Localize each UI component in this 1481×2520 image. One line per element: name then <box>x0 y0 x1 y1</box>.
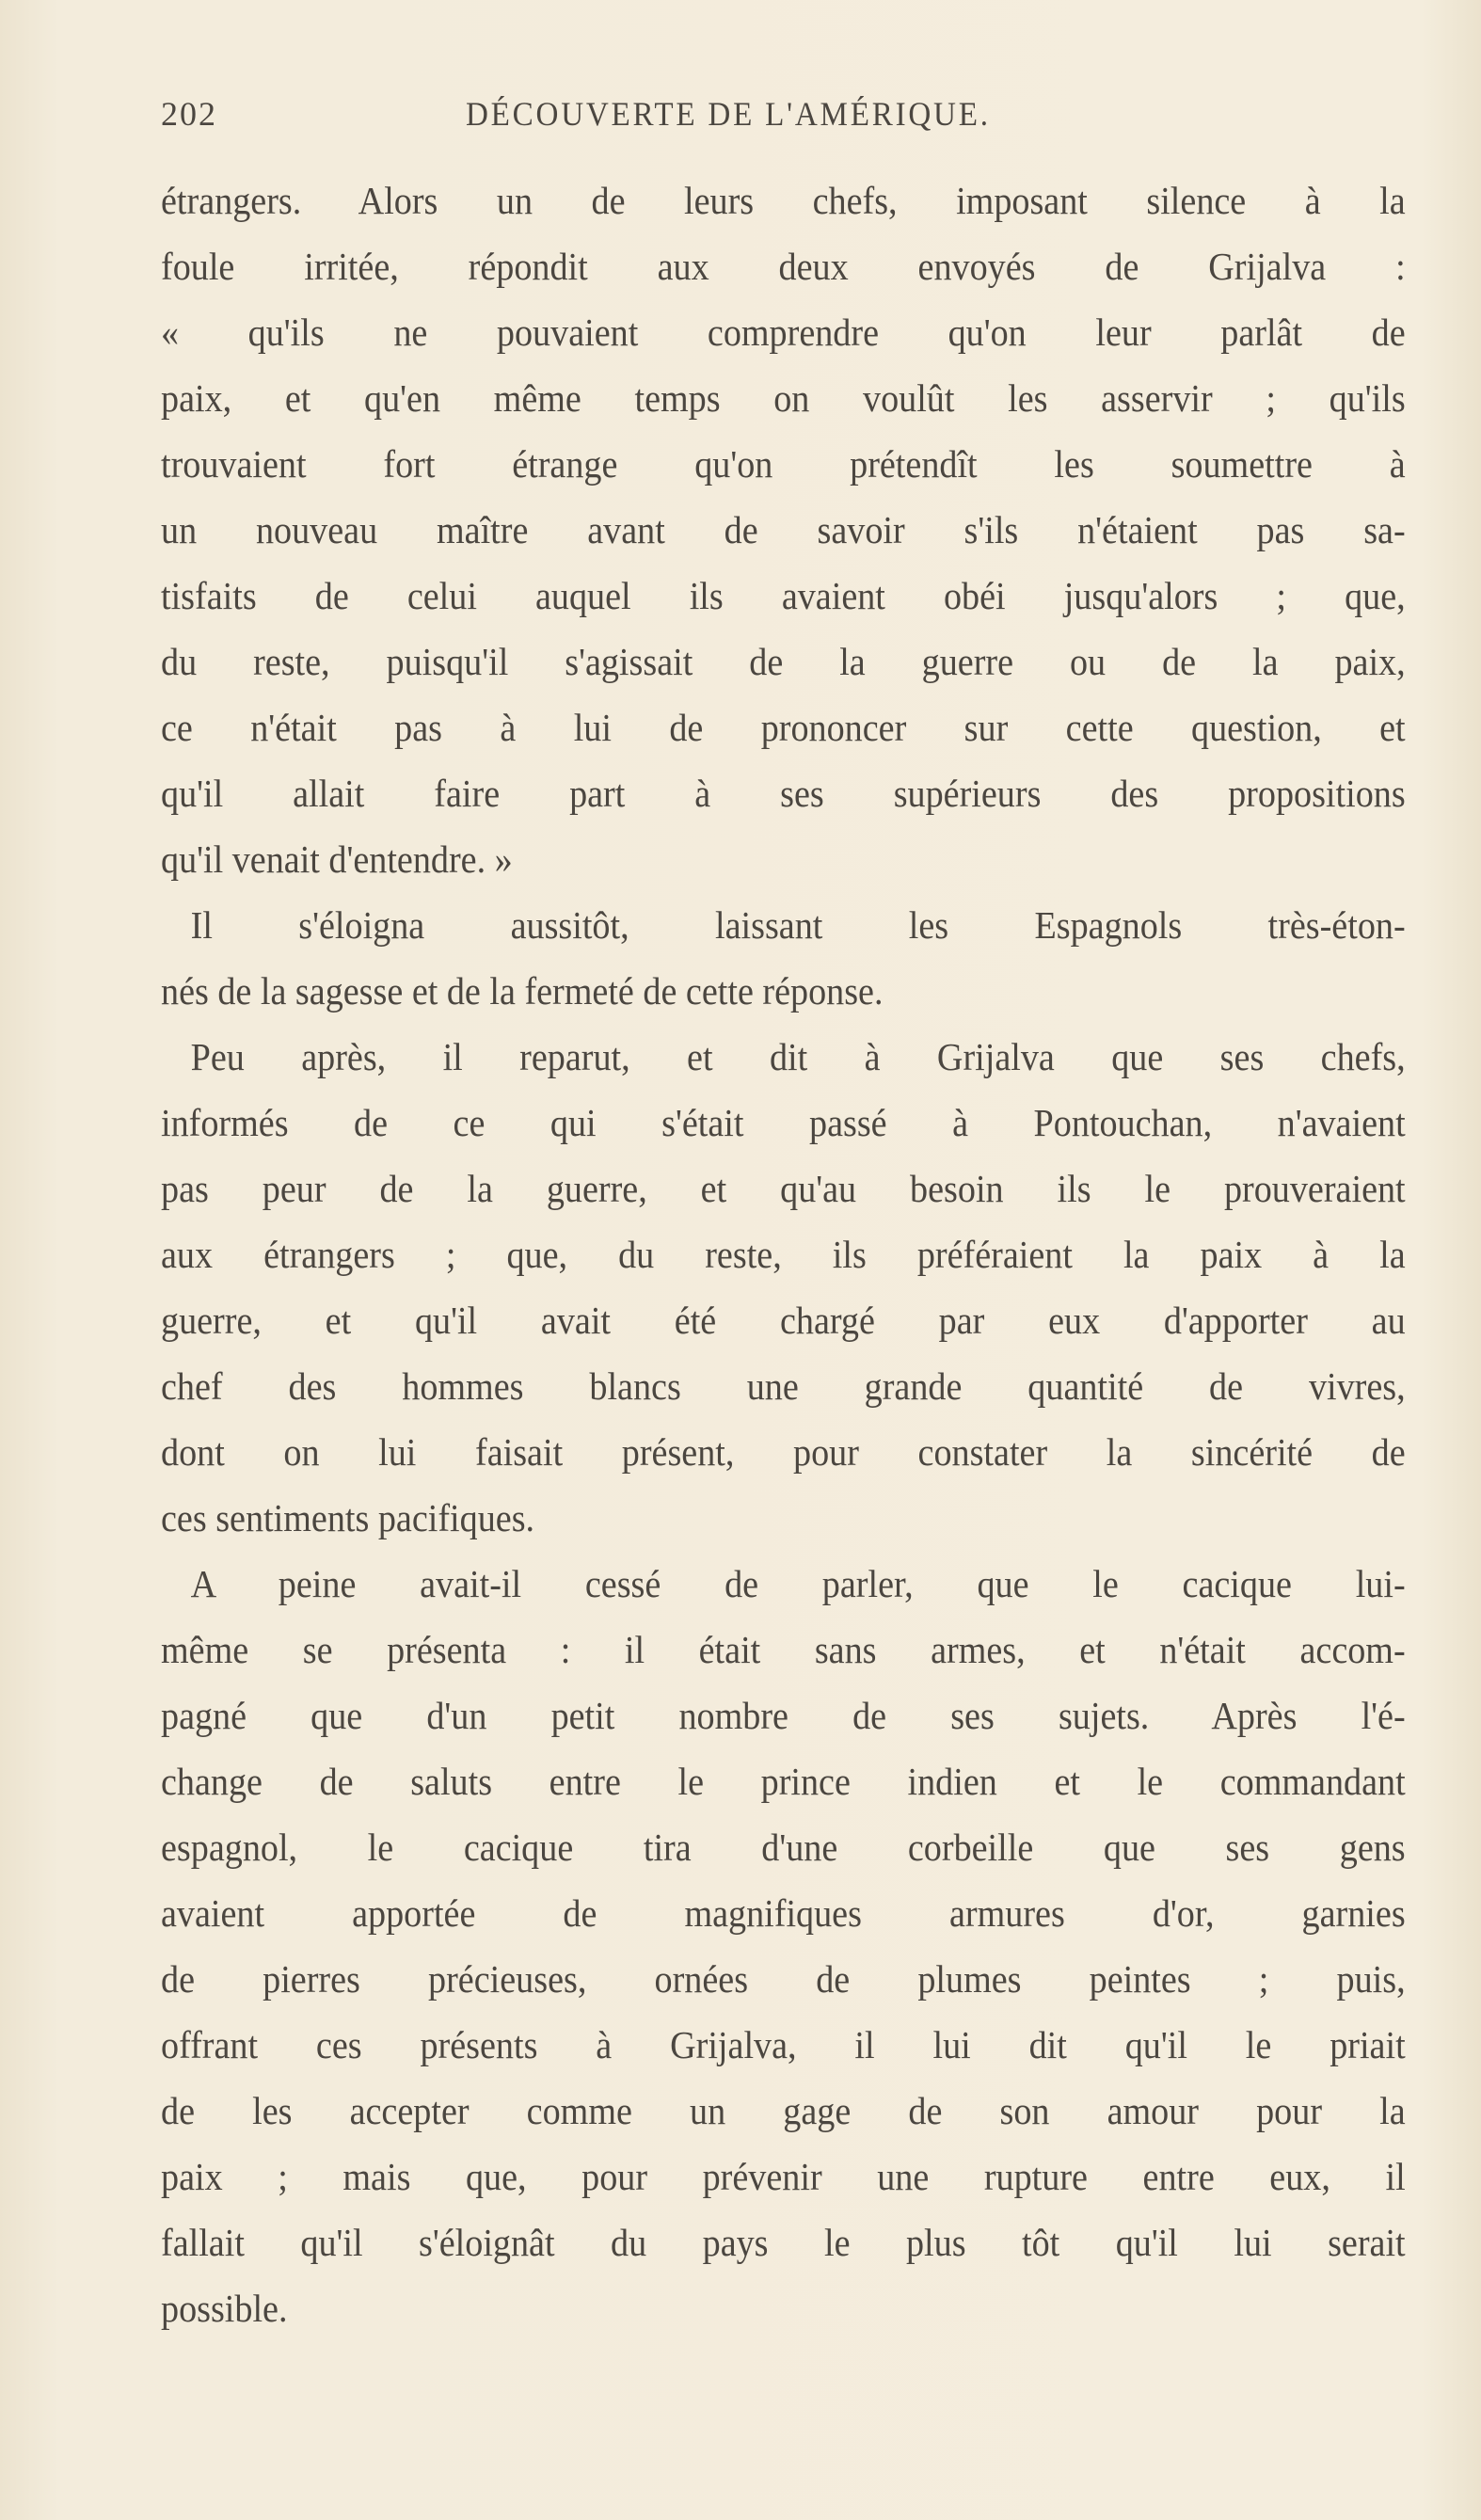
text-line: même se présenta : il était sans armes, et n'était accom- <box>161 1628 1406 1671</box>
text-line: trouvaient fort étrange qu'on prétendît les soumettre à <box>161 442 1406 486</box>
text-line: qu'il venait d'entendre. » <box>161 837 513 881</box>
text-line: chef des hommes blancs une grande quantité de vivres, <box>161 1364 1406 1408</box>
text-line: informés de ce qui s'était passé à Pontouchan, n'avaient <box>161 1101 1406 1144</box>
body-text <box>161 167 1406 2341</box>
text-line: pas peur de la guerre, et qu'au besoin ils le prouveraient <box>161 1167 1406 1210</box>
text-line: A peine avait-il cessé de parler, que le cacique lui- <box>190 1562 1406 1605</box>
text-line: dont on lui faisait présent, pour constater la sincérité de <box>161 1430 1406 1474</box>
text-line: ce n'était pas à lui de prononcer sur cette question, et <box>161 706 1406 749</box>
text-line: étrangers. Alors un de leurs chefs, imposant silence à la <box>161 179 1406 222</box>
text-line: pagné que d'un petit nombre de ses sujets. Après l'é- <box>161 1694 1406 1737</box>
text-line: foule irritée, répondit aux deux envoyés de Grijalva : <box>161 245 1406 288</box>
text-line: change de saluts entre le prince indien et le commandant <box>161 1760 1406 1803</box>
text-line: paix ; mais que, pour prévenir une rupture entre eux, il <box>161 2155 1406 2198</box>
running-title: DÉCOUVERTE DE L'AMÉRIQUE. <box>466 95 991 133</box>
text-line: possible. <box>161 2287 288 2330</box>
page-header <box>161 94 1406 141</box>
text-line: ces sentiments pacifiques. <box>161 1496 535 1539</box>
text-line: un nouveau maître avant de savoir s'ils n'étaient pas sa- <box>161 508 1406 551</box>
text-line: guerre, et qu'il avait été chargé par eux d'apporter au <box>161 1299 1406 1342</box>
text-line: fallait qu'il s'éloignât du pays le plus tôt qu'il lui serait <box>161 2221 1406 2264</box>
text-line: de les accepter comme un gage de son amour pour la <box>161 2089 1406 2132</box>
text-line: offrant ces présents à Grijalva, il lui dit qu'il le priait <box>161 2023 1406 2066</box>
text-line: nés de la sagesse et de la fermeté de cette réponse. <box>161 969 884 1013</box>
text-line: tisfaits de celui auquel ils avaient obéi jusqu'alors ; que, <box>161 574 1406 617</box>
text-line: du reste, puisqu'il s'agissait de la guerre ou de la paix, <box>161 640 1406 683</box>
text-line: « qu'ils ne pouvaient comprendre qu'on leur parlât de <box>161 311 1406 354</box>
text-line: aux étrangers ; que, du reste, ils préféraient la paix à la <box>161 1233 1406 1276</box>
text-line: paix, et qu'en même temps on voulût les asservir ; qu'ils <box>161 376 1406 420</box>
text-line: espagnol, le cacique tira d'une corbeille que ses gens <box>161 1826 1406 1869</box>
text-line: avaient apportée de magnifiques armures d'or, garnies <box>161 1891 1406 1935</box>
text-line: Il s'éloigna aussitôt, laissant les Espagnols très-éton- <box>190 903 1406 947</box>
text-line: Peu après, il reparut, et dit à Grijalva que ses chefs, <box>190 1035 1406 1078</box>
page-number: 202 <box>161 95 217 133</box>
text-line: qu'il allait faire part à ses supérieurs des propositions <box>161 772 1406 815</box>
text-line: de pierres précieuses, ornées de plumes peintes ; puis, <box>161 1957 1406 2001</box>
